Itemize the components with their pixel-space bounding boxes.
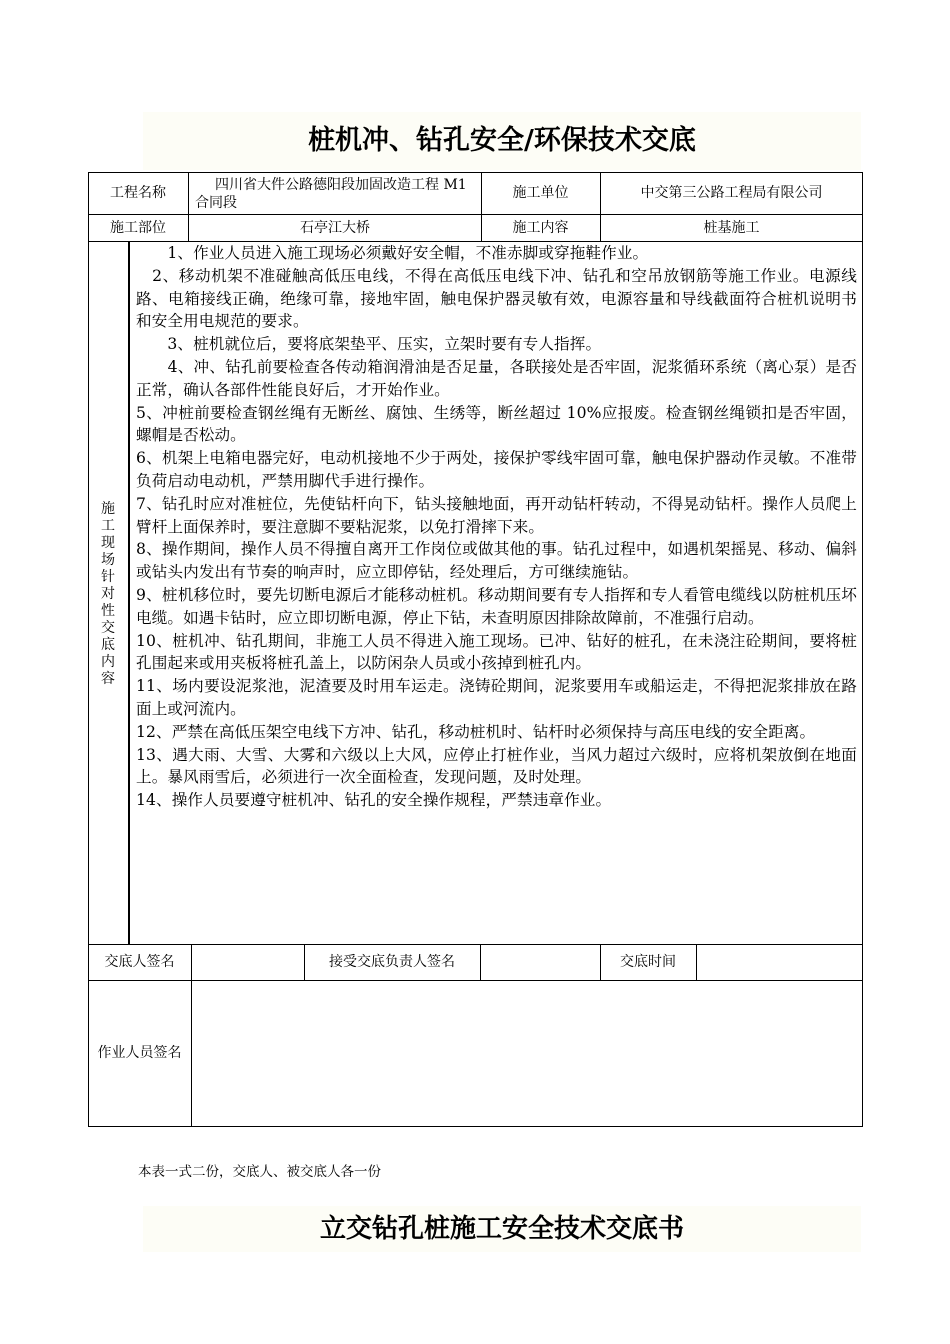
work-label: 施工内容 <box>512 219 569 236</box>
briefing-time-field[interactable] <box>697 944 862 980</box>
project-name-label: 工程名称 <box>110 185 166 201</box>
next-document-title: 立交钻孔桩施工安全技术交底书 <box>143 1206 861 1252</box>
document-title: 桩机冲、钻孔安全/环保技术交底 <box>143 112 861 170</box>
briefing-item: 6、机架上电箱电器完好，电动机接地不少于两处，接保护零线牢固可靠，触电保护器动作灵敏。不准带负荷启动电动机，严禁用脚代手进行操作。 <box>136 449 857 490</box>
briefing-item: 10、桩机冲、钻孔期间，非施工人员不得进入施工现场。已冲、钻好的桩孔，在未浇注砼期间，要将桩孔围起来或用夹板将桩孔盖上，以防闲杂人员或小孩掉到桩孔内。 <box>136 631 857 673</box>
receiver-signature-label: 接受交底负责人签名 <box>329 954 455 970</box>
briefing-item: 4、冲、钻孔前要检查各传动箱润滑油是否足量，各联接处是否牢固，泥浆循环系统（离心泵）是否正常，确认各部件性能良好后，才开始作业。 <box>136 357 857 399</box>
briefer-signature-field[interactable] <box>192 944 304 980</box>
footnote: 本表一式二份，交底人、被交底人各一份 <box>138 1164 381 1180</box>
briefing-item: 9、桩机移位时，要先切断电源后才能移动桩机。移动期间要有专人指挥和专人看管电缆线以防桩机压坏电缆。如遇卡钻时，应立即切断电源，停止下钻，未查明原因排除故障前，不准强行启动。 <box>136 585 857 627</box>
briefing-time-label: 交底时间 <box>620 954 676 970</box>
briefing-item: 14、操作人员要遵守桩机冲、钻孔的安全操作规程，严禁违章作业。 <box>136 791 612 810</box>
briefer-signature-label: 交底人签名 <box>104 954 175 970</box>
briefing-item: 5、冲桩前要检查钢丝绳有无断丝、腐蚀、生绣等，断丝超过 10%应报废。检查钢丝绳锁扣是否牢固，螺帽是否松动。 <box>136 403 857 445</box>
contractor-label: 施工单位 <box>512 185 569 201</box>
briefing-content <box>136 242 857 812</box>
briefing-item: 1、作业人员进入施工现场必须戴好安全帽，不准赤脚或穿拖鞋作业。 <box>136 244 649 262</box>
briefing-table <box>88 172 863 1127</box>
briefing-item: 13、遇大雨、大雪、大雾和六级以上大风，应停止打桩作业，当风力超过六级时，应将机架放倒在地面上。暴风雨雪后，必须进行一次全面检查，发现问题，及时处理。 <box>136 745 857 787</box>
project-name-value: 四川省大件公路德阳段加固改造工程 M1 合同段 <box>195 177 467 211</box>
briefing-item: 12、严禁在高低压架空电线下方冲、钻孔，移动桩机时、钻杆时必须保持与高压电线的安全距离。 <box>136 722 816 741</box>
work-value: 桩基施工 <box>703 219 760 236</box>
location-label: 施工部位 <box>110 219 166 236</box>
briefing-item: 7、钻孔时应对准桩位，先使钻杆向下，钻头接触地面，再开动钻杆转动，不得晃动钻杆。操作人员爬上臂杆上面保养时，要注意脚不要粘泥浆，以免打滑摔下来。 <box>136 494 857 536</box>
workers-signature-field[interactable] <box>192 980 862 1126</box>
briefing-item: 11、场内要设泥浆池，泥渣要及时用车运走。浇铸砼期间，泥浆要用车或船运走，不得把泥浆排放在路面上或河流内。 <box>136 677 857 718</box>
receiver-signature-field[interactable] <box>481 944 600 980</box>
briefing-item: 3、桩机就位后，要将底架垫平、压实，立架时要有专人指挥。 <box>136 335 602 354</box>
workers-signature-label: 作业人员签名 <box>97 1045 182 1061</box>
location-value: 石亭江大桥 <box>300 219 370 236</box>
briefing-item: 2、移动机架不准碰触高低压电线，不得在高低压电线下冲、钻孔和空吊放钢筋等施工作业。电源线路、电箱接线正确，绝缘可靠，接地牢固，触电保护器灵敏有效，电源容量和导线截面符合桩机说明书和安全用电规范的要求。 <box>136 266 857 331</box>
contractor-value: 中交第三公路工程局有限公司 <box>640 185 823 201</box>
section-label: 施工现场针对性交底内容 <box>101 500 115 687</box>
briefing-item: 8、操作期间，操作人员不得擅自离开工作岗位或做其他的事。钻孔过程中，如遇机架摇晃、移动、偏斜或钻头内发出有节奏的响声时，应立即停钻，经处理后，方可继续施钻。 <box>136 540 857 582</box>
